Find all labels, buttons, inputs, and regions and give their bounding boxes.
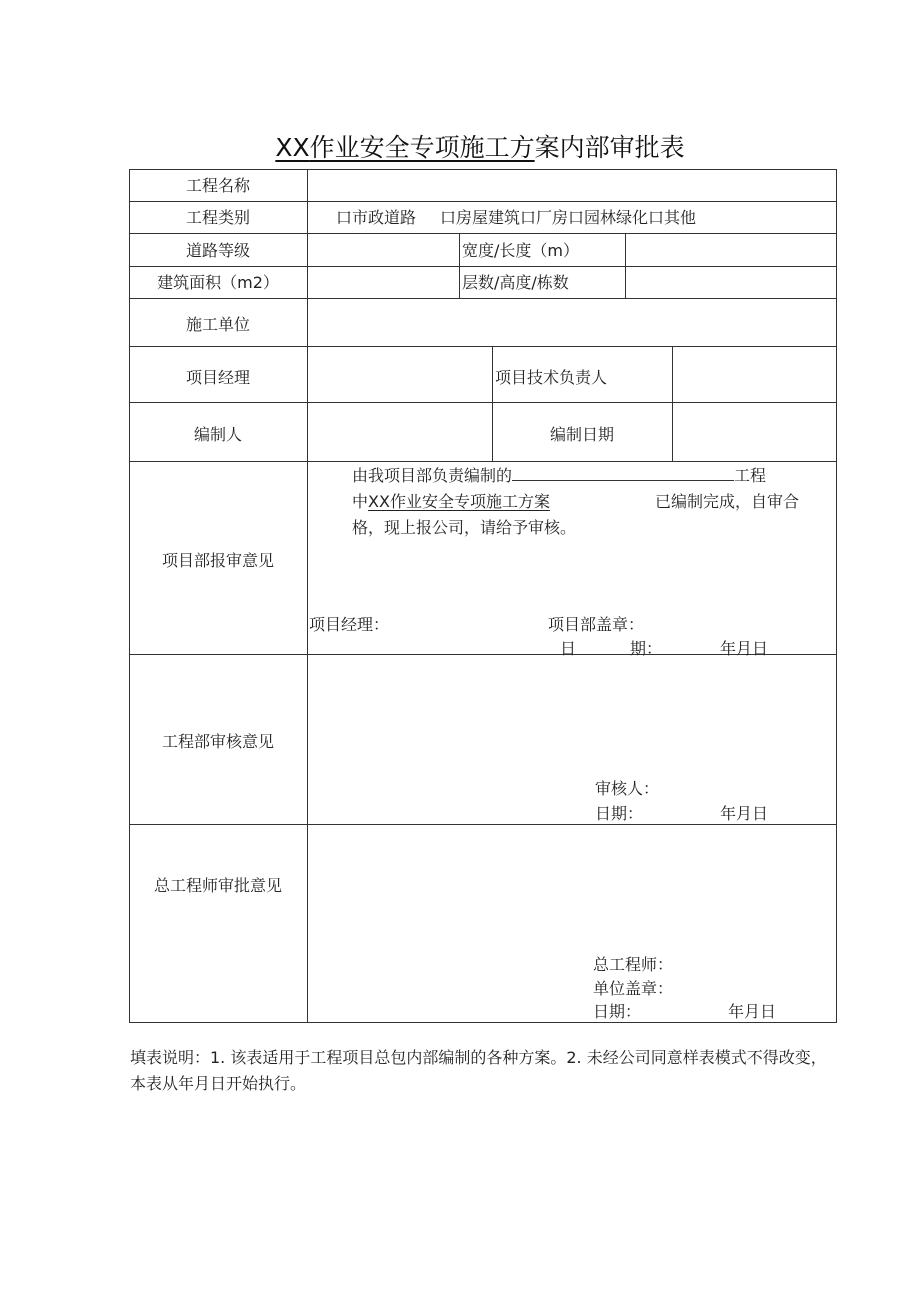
- opinion-text-line1-a: 由我项目部负责编制的: [352, 466, 513, 485]
- label-project-dept-opinion: 项目部报审意见: [161, 551, 274, 570]
- page-title: [0, 128, 920, 164]
- label-width-length: 宽度/长度（m）: [462, 241, 579, 260]
- title-main-underlined: 作业安全专项施工方: [309, 133, 535, 162]
- label-dept-date-b: 期：: [630, 639, 663, 658]
- opinion-text-line2: [352, 489, 550, 512]
- project-name-blank[interactable]: [512, 464, 734, 481]
- fill-instructions: 填表说明：1. 该表适用于工程项目总包内部编制的各种方案。2. 未经公司同意样表模式不得改变，本表从年月日开始执行。: [130, 1048, 827, 1093]
- label-road-grade: 道路等级: [185, 241, 250, 260]
- title-prefix: XX: [275, 133, 310, 162]
- chief-date-value: 年月日: [728, 1002, 777, 1021]
- title-underlined: [275, 133, 534, 162]
- label-unit-seal: 单位盖章：: [593, 979, 674, 998]
- opinion-text-line1-b: 工程: [734, 466, 767, 485]
- opinion-text-line2-b: 已编制完成，自审合: [655, 492, 800, 511]
- label-project-manager: 项目经理: [185, 368, 250, 387]
- label-manager-sign: 项目经理：: [309, 615, 390, 634]
- label-chief-engineer-opinion: 总工程师审批意见: [153, 876, 282, 895]
- dept-date-value: 年月日: [720, 639, 769, 658]
- opinion-text-line2-a: 中: [352, 492, 369, 511]
- label-reviewer: 审核人：: [595, 779, 660, 798]
- label-compile-date: 编制日期: [549, 425, 614, 444]
- label-engineering-date: 日期：: [595, 804, 644, 823]
- type-option-building[interactable]: 口房屋建筑口厂房口园林绿化口其他: [440, 208, 697, 227]
- label-project-name: 工程名称: [185, 176, 250, 195]
- label-dept-date-a: 日: [560, 639, 577, 658]
- label-tech-lead: 项目技术负责人: [495, 368, 608, 387]
- label-engineering-opinion: 工程部审核意见: [161, 732, 274, 751]
- opinion-text-line3: 格，现上报公司，请给予审核。: [352, 518, 577, 537]
- label-dept-seal: 项目部盖章：: [548, 615, 645, 634]
- label-chief-engineer: 总工程师：: [593, 955, 674, 974]
- label-construction-unit: 施工单位: [185, 315, 250, 334]
- label-floors-height-count: 层数/高度/栋数: [462, 273, 569, 292]
- label-chief-date: 日期：: [593, 1002, 642, 1021]
- title-main-rest: 案内部审批表: [534, 133, 685, 162]
- type-option-municipal-road[interactable]: 口市政道路: [336, 208, 417, 227]
- opinion-plan-name: XX作业安全专项施工方案: [368, 492, 550, 511]
- label-building-area: 建筑面积（m2）: [157, 273, 279, 292]
- label-compiler: 编制人: [193, 425, 242, 444]
- label-project-type: 工程类别: [185, 208, 250, 227]
- opinion-text-line1: [352, 463, 766, 486]
- engineering-date-value: 年月日: [720, 804, 769, 823]
